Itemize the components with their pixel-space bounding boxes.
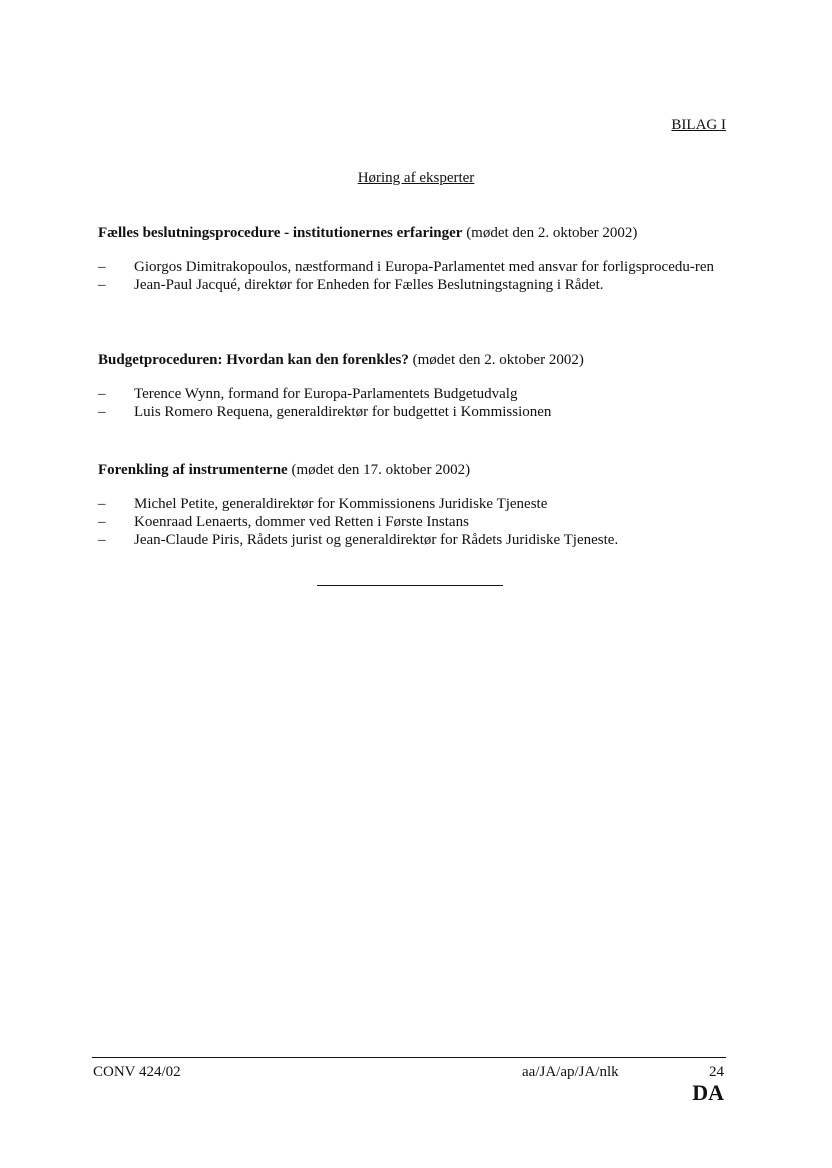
list-item-text: Jean-Claude Piris, Rådets jurist og generaldirektør for Rådets Juridiske Tjeneste. — [134, 532, 619, 548]
expert-list — [98, 495, 728, 549]
list-item — [98, 513, 728, 531]
list-item-text: Terence Wynn, formand for Europa-Parlamentets Budgetudvalg — [134, 386, 518, 402]
list-item-text: Koenraad Lenaerts, dommer ved Retten i Første Instans — [134, 514, 469, 530]
list-item — [98, 276, 728, 294]
section-heading — [98, 351, 728, 369]
footer-initials: aa/JA/ap/JA/nlk — [522, 1064, 619, 1080]
bullet-dash: – — [98, 277, 106, 293]
section-heading-note: (mødet den 2. oktober 2002) — [408, 352, 584, 368]
list-item — [98, 495, 728, 513]
bullet-dash: – — [98, 259, 106, 275]
bullet-dash: – — [98, 404, 106, 420]
list-item — [98, 258, 728, 276]
section-heading-bold: Fælles beslutningsprocedure - institutionernes erfaringer — [98, 225, 463, 241]
footer-page-number: 24 — [709, 1064, 724, 1080]
bullet-dash: – — [98, 496, 106, 512]
bullet-dash: – — [98, 532, 106, 548]
list-item-text: Michel Petite, generaldirektør for Kommissionens Juridiske Tjeneste — [134, 496, 548, 512]
annex-label: BILAG I — [671, 117, 726, 133]
section-heading — [98, 224, 728, 242]
list-item — [98, 385, 728, 403]
section-heading-note: (mødet den 17. oktober 2002) — [287, 462, 471, 478]
list-item-text: Giorgos Dimitrakopoulos, næstformand i Europa-Parlamentet med ansvar for forligsprocedu-ren — [134, 259, 714, 275]
bullet-dash: – — [98, 514, 106, 530]
section-budget-procedure — [98, 351, 728, 421]
list-item — [98, 531, 728, 549]
list-item — [98, 403, 728, 421]
section-codecision — [98, 224, 728, 294]
section-heading-bold: Budgetproceduren: Hvordan kan den forenkles? — [98, 352, 409, 368]
footer-document-reference: CONV 424/02 — [93, 1064, 181, 1080]
footer-language-code: DA — [692, 1080, 724, 1105]
document-title: Høring af eksperter — [357, 170, 475, 186]
list-item-text: Jean-Paul Jacqué, direktør for Enheden for Fælles Beslutningstagning i Rådet. — [134, 277, 604, 293]
bullet-dash: – — [98, 386, 106, 402]
section-heading-note: (mødet den 2. oktober 2002) — [462, 225, 638, 241]
section-simplification — [98, 461, 728, 549]
expert-list — [98, 385, 728, 421]
expert-list — [98, 258, 728, 294]
section-heading-bold: Forenkling af instrumenterne — [98, 462, 288, 478]
section-heading — [98, 461, 728, 479]
list-item-text: Luis Romero Requena, generaldirektør for budgettet i Kommissionen — [134, 404, 552, 420]
closing-divider — [317, 585, 503, 586]
footer-divider — [92, 1057, 726, 1058]
